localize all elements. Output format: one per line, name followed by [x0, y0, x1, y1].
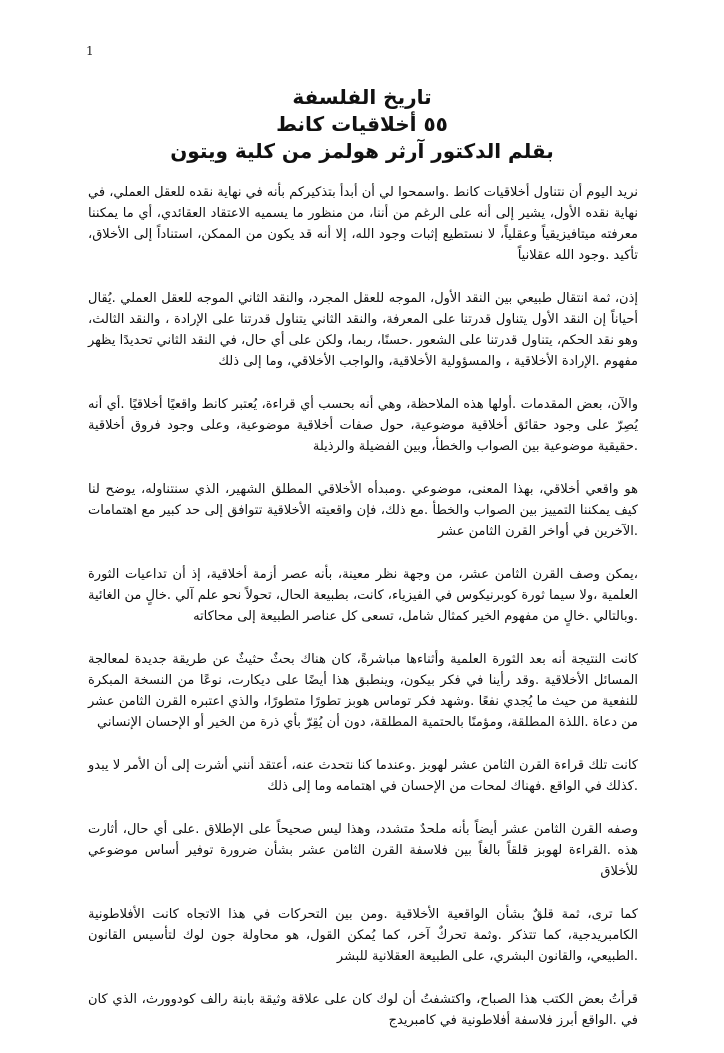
- document-body: [88, 182, 638, 1053]
- paragraph: هو واقعي أخلاقي، بهذا المعنى، موضوعي .ومبدأه الأخلاقي المطلق الشهير، الذي سنتناوله، يوضح لنا كيف يمكننا التمييز بين الصواب والخطأ .مع ذلك، فإن واقعيته الأخلاقية تتوافق إلى حد كبير مع اهتمامات .الآخرين في أواخر القرن الثامن عشر: [88, 482, 638, 539]
- paragraph: كانت النتيجة أنه بعد الثورة العلمية وأثناءها مباشرةً، كان هناك بحثٌ حثيثٌ عن طريقة جديدة لمعالجة المسائل الأخلاقية .وقد رأينا في فكر بيكون، وينطبق هذا أيضًا على ديكارت، نوعًا من النسخة المبكرة للنفعية من حيث ما يُجدي نفعًا .وشهد فكر توماس هوبز تطورًا متطورًا، والذي اعتبره القرن الثامن عشر من دعاة .اللذة المطلقة، ومؤمنًا بالحتمية المطلقة، دون أن يُقِرّ بأي ذرة من الخير أو الإحسان الإنساني: [88, 652, 638, 730]
- paragraph: نريد اليوم أن نتناول أخلاقيات كانط .واسمحوا لي أن أبدأ بتذكيركم بأنه في نهاية نقده للعقل العملي، في نهاية نقده الأول، يشير إلى أنه على الرغم من أننا، من منظور ما يسميه الاعتقاد العقائدي، أي ما يمكننا معرفته ميتافيزيقياً وعقلياً، لا نستطيع إثبات وجود الله، إلا أنه قد يكون من الممكن، استناداً إلى الأخلاق، تأكيد .وجود الله عقلانياً: [88, 185, 638, 263]
- paragraph: والآن، بعض المقدمات .أولها هذه الملاحظة، وهي أنه بحسب أي قراءة، يُعتبر كانط واقعيًا أخلاقيًا .أي أنه يُصِرّ على وجود حقائق أخلاقية موضوعية، حول صفات أخلاقية موضوعية، وعلى وجود فروق أخلاقية .حقيقية موضوعية بين الصواب والخطأ، وبين الفضيلة والرذيلة: [88, 397, 638, 454]
- document-header: [90, 84, 634, 165]
- author-line: بقلم الدكتور آرثر هولمز من كلية ويتون: [170, 139, 554, 163]
- lecture-title: ٥٥ أخلاقيات كانط: [276, 112, 448, 136]
- document-title: تاريخ الفلسفة: [292, 85, 432, 109]
- page-number: 1: [86, 44, 94, 58]
- paragraph: إذن، ثمة انتقال طبيعي بين النقد الأول، الموجه للعقل المجرد، والنقد الثاني الموجه للعقل العملي .يُقال أحياناً إن النقد الأول يتناول قدرتنا على المعرفة، والنقد الثاني يتناول قدرتنا على الإرادة ، والنقد الثالث، وهو نقد الحكم، يتناول قدرتنا على الشعور .حسنًا، ربما، ولكن على أي حال، في النقد الثاني تحديدًا يظهر مفهوم .الإرادة الأخلاقية ، والمسؤولية الأخلاقية، والواجب الأخلاقي، وما إلى ذلك: [88, 291, 638, 369]
- paragraph: قرأتُ بعض الكتب هذا الصباح، واكتشفتُ أن لوك كان على علاقة وثيقة بابنة رالف كودوورث، الذي كان في .الواقع أبرز فلاسفة أفلاطونية في كامبريدج: [88, 992, 638, 1028]
- paragraph: كانت تلك قراءة القرن الثامن عشر لهوبز .وعندما كنا نتحدث عنه، أعتقد أنني أشرت إلى أن الأمر لا يبدو .كذلك في الواقع .فهناك لمحات من الإحسان في اهتمامه وما إلى ذلك: [88, 758, 638, 794]
- paragraph: كما ترى، ثمة قلقٌ بشأن الواقعية الأخلاقية .ومن بين التحركات في هذا الاتجاه كانت الأفلاطونية الكامبريدجية، كما تتذكر .وثمة تحركٌ آخر، كما يُمكن القول، هو محاولة جون لوك لتأسيس القانون .الطبيعي، والقانون البشري، على الطبيعة العقلانية للبشر: [88, 907, 638, 964]
- paragraph: ،يمكن وصف القرن الثامن عشر، من وجهة نظر معينة، بأنه عصر أزمة أخلاقية، إذ أن تداعيات الثورة العلمية ،ولا سيما ثورة كوبرنيكوس في الفيزياء، كانت، بطبيعة الحال، تحولاً نحو علم آلي .خالٍ من الغائية .وبالتالي .خالٍ من مفهوم الخير كمثال شامل، تسعى كل عناصر الطبيعة إلى محاكاته: [88, 567, 638, 624]
- paragraph: وصفه القرن الثامن عشر أيضاً بأنه ملحدٌ متشدد، وهذا ليس صحيحاً على الإطلاق .على أي حال، أثارت هذه .القراءة لهوبز قلقاً بالغاً بين فلاسفة القرن الثامن عشر بشأن ضرورة توفير أساس موضوعي للأخلاق: [88, 822, 638, 879]
